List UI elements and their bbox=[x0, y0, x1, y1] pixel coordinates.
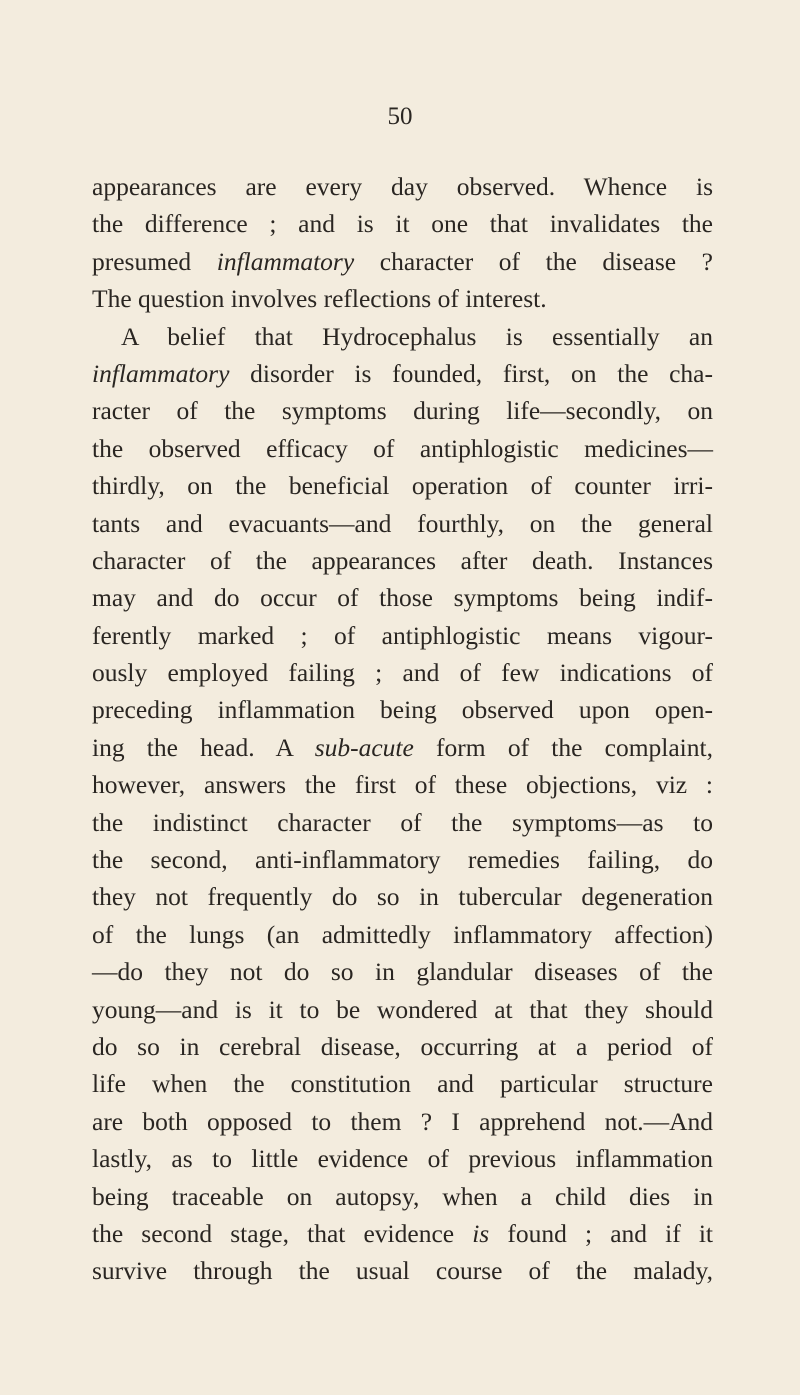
text-segment: the indistinct character of the symptoms—as to bbox=[92, 807, 713, 837]
text-line bbox=[92, 617, 713, 654]
text-segment: however, answers the first of these objections, viz : bbox=[92, 770, 713, 800]
text-segment: the second, anti-inflammatory remedies failing, do bbox=[92, 845, 713, 875]
text-line bbox=[92, 916, 713, 953]
text-line bbox=[92, 1215, 713, 1252]
italic-text: inflammatory bbox=[92, 358, 230, 388]
text-line bbox=[92, 1140, 713, 1177]
text-line bbox=[92, 766, 713, 803]
text-line bbox=[92, 467, 713, 504]
page-number: 50 bbox=[387, 103, 413, 130]
text-segment: survive through the usual course of the malady, bbox=[92, 1256, 713, 1286]
text-line bbox=[92, 505, 713, 542]
text-segment: the observed efficacy of antiphlogistic medicines— bbox=[92, 433, 713, 463]
text-segment: the difference ; and is it one that invalidates the bbox=[92, 209, 713, 239]
text-line bbox=[92, 1028, 713, 1065]
italic-text: sub-acute bbox=[314, 732, 414, 762]
text-segment: tants and evacuants—and fourthly, on the general bbox=[92, 508, 713, 538]
text-segment: preceding inflammation being observed upon open- bbox=[92, 695, 713, 725]
text-line bbox=[92, 804, 713, 841]
text-segment: —do they not do so in glandular diseases of the bbox=[92, 957, 713, 987]
text-line bbox=[92, 991, 713, 1028]
text-line bbox=[92, 654, 713, 691]
text-segment: ing the head. A bbox=[92, 732, 315, 762]
text-segment: presumed bbox=[92, 246, 217, 276]
text-line bbox=[92, 243, 713, 280]
text-segment: ously employed failing ; and of few indications of bbox=[92, 658, 713, 688]
text-segment: found ; and if it bbox=[489, 1218, 714, 1248]
text-segment: do so in cerebral disease, occurring at a period of bbox=[92, 1031, 713, 1061]
text-segment: character of the disease ? bbox=[354, 246, 713, 276]
text-line bbox=[92, 1252, 713, 1289]
text-line bbox=[92, 318, 713, 355]
text-line bbox=[92, 878, 713, 915]
text-segment: disorder is founded, first, on the cha- bbox=[229, 358, 713, 388]
text-segment: lastly, as to little evidence of previous inflammation bbox=[92, 1144, 713, 1174]
text-segment: A belief that Hydrocephalus is essentially an bbox=[121, 321, 713, 351]
text-segment: may and do occur of those symptoms being indif- bbox=[92, 583, 713, 613]
text-segment: life when the constitution and particular structure bbox=[92, 1069, 713, 1099]
text-segment: young—and is it to be wondered at that they should bbox=[92, 994, 713, 1024]
text-line bbox=[92, 280, 713, 317]
text-line bbox=[92, 1065, 713, 1102]
text-segment: they not frequently do so in tubercular degeneration bbox=[92, 882, 713, 912]
text-segment: the second stage, that evidence bbox=[92, 1218, 473, 1248]
text-segment: form of the complaint, bbox=[413, 732, 713, 762]
body-text bbox=[92, 168, 713, 1290]
text-segment: character of the appearances after death. Instances bbox=[92, 545, 713, 575]
text-segment: are both opposed to them ? I apprehend not.—And bbox=[92, 1106, 713, 1136]
text-segment: thirdly, on the beneficial operation of counter irri- bbox=[92, 471, 713, 501]
text-segment: appearances are every day observed. Whence is bbox=[92, 172, 713, 201]
text-line bbox=[92, 355, 713, 392]
text-line bbox=[92, 1103, 713, 1140]
text-line bbox=[92, 205, 713, 242]
text-segment: The question involves reflections of interest. bbox=[92, 284, 547, 314]
text-line bbox=[92, 729, 713, 766]
italic-text: inflammatory bbox=[216, 246, 355, 276]
text-segment: racter of the symptoms during life—secondly, on bbox=[92, 396, 713, 426]
text-line bbox=[92, 841, 713, 878]
text-line bbox=[92, 542, 713, 579]
text-line bbox=[92, 691, 713, 728]
text-segment: ferently marked ; of antiphlogistic means vigour- bbox=[92, 620, 713, 650]
text-line bbox=[92, 1178, 713, 1215]
text-line bbox=[92, 168, 713, 205]
text-segment: being traceable on autopsy, when a child dies in bbox=[92, 1181, 713, 1211]
text-segment: of the lungs (an admittedly inflammatory affection) bbox=[92, 919, 713, 949]
text-line bbox=[92, 430, 713, 467]
text-line bbox=[92, 953, 713, 990]
italic-text: is bbox=[472, 1218, 490, 1248]
text-line bbox=[92, 579, 713, 616]
text-line bbox=[92, 392, 713, 429]
